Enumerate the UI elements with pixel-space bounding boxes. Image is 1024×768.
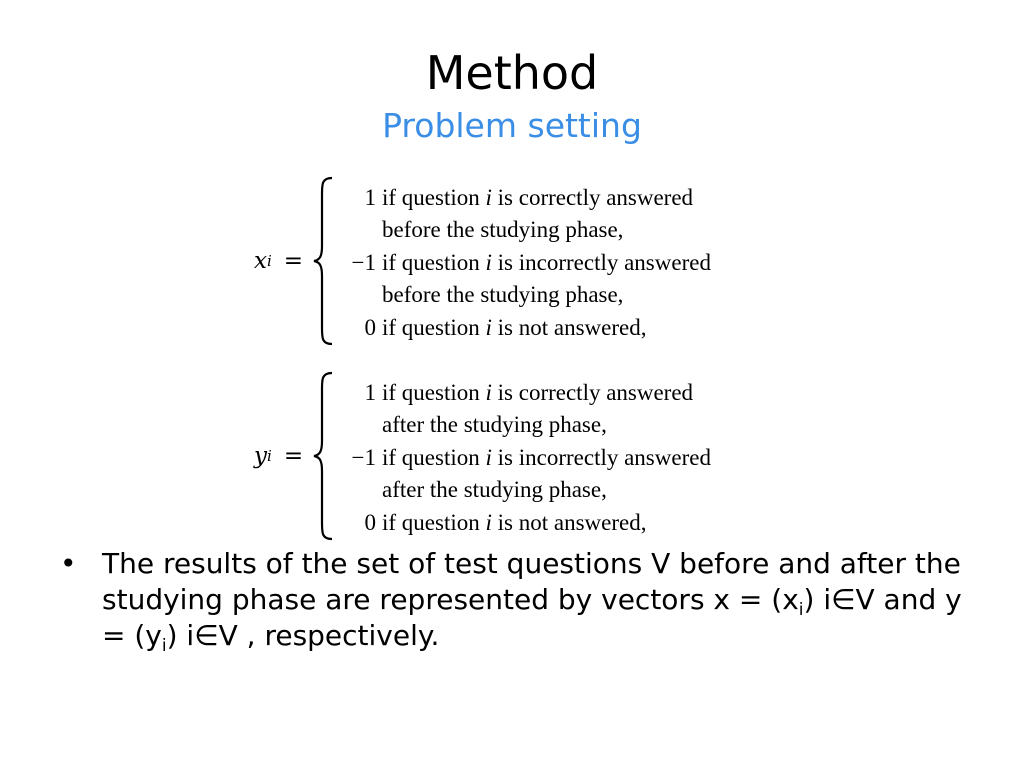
case-row bbox=[336, 182, 694, 214]
case-value: 0 bbox=[364, 509, 376, 535]
case-text: before the studying phase, bbox=[382, 282, 624, 308]
case-row bbox=[336, 442, 711, 474]
case-row bbox=[336, 279, 624, 311]
case-value: 1 bbox=[364, 185, 376, 210]
case-rows bbox=[336, 377, 711, 539]
case-rows bbox=[336, 182, 711, 344]
case-row bbox=[336, 312, 647, 344]
lhs-subscript: i bbox=[266, 252, 272, 270]
case-value: −1 bbox=[351, 249, 376, 275]
case-text: if question i is not answered, bbox=[382, 509, 647, 535]
lhs-subscript: i bbox=[267, 447, 272, 465]
case-text: if question i is incorrectly answered bbox=[382, 444, 711, 470]
lhs-variable: x bbox=[254, 248, 267, 274]
equation-lhs bbox=[254, 176, 303, 346]
left-brace bbox=[312, 371, 334, 541]
case-text: if question i is not answered, bbox=[382, 314, 647, 340]
case-row bbox=[336, 409, 607, 441]
case-text: after the studying phase, bbox=[382, 477, 607, 503]
bullet-list bbox=[60, 546, 980, 654]
case-row bbox=[336, 377, 694, 409]
bullet-marker: • bbox=[60, 547, 77, 580]
equals-sign: = bbox=[283, 248, 304, 274]
case-row bbox=[336, 507, 647, 539]
left-brace bbox=[312, 176, 334, 346]
equation-y bbox=[248, 371, 808, 541]
case-text: after the studying phase, bbox=[382, 412, 607, 438]
slide-title: Method bbox=[425, 46, 599, 100]
case-value: 0 bbox=[364, 314, 376, 340]
lhs-variable: y bbox=[254, 443, 267, 469]
case-row bbox=[336, 474, 607, 506]
equation-lhs bbox=[254, 371, 303, 541]
case-value: 1 bbox=[364, 380, 376, 405]
equation-x bbox=[248, 176, 808, 346]
case-row bbox=[336, 247, 711, 279]
case-text: if question i is correctly answered bbox=[382, 185, 694, 210]
case-text: before the studying phase, bbox=[382, 217, 624, 243]
case-text: if question i is incorrectly answered bbox=[382, 249, 711, 275]
bullet-text: The results of the set of test questions V before and after the studying phase are represented by vectors $x = (x_i)$ i∈V and $y = (y_i)$ i∈V , respectively. bbox=[102, 547, 962, 656]
case-value: −1 bbox=[351, 444, 376, 470]
case-row bbox=[336, 214, 624, 246]
equals-sign: = bbox=[283, 443, 304, 469]
slide-subtitle: Problem setting bbox=[382, 106, 642, 145]
bullet-item bbox=[60, 546, 980, 654]
case-text: if question i is correctly answered bbox=[382, 380, 694, 405]
